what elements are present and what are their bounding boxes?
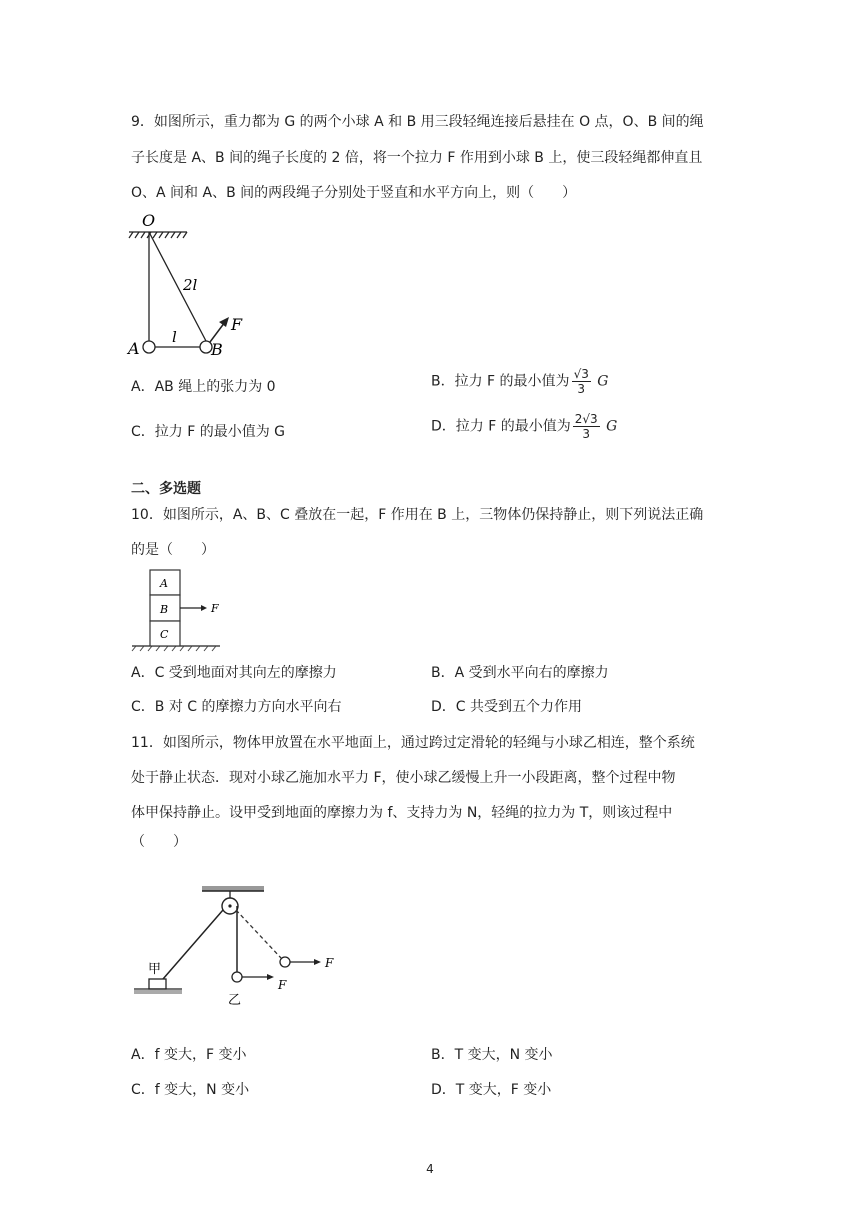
ball-yi-moved bbox=[280, 957, 290, 967]
ball-yi bbox=[232, 972, 242, 982]
q9-figure bbox=[125, 208, 265, 360]
force-f-arrow bbox=[210, 322, 225, 342]
q9-option-d-g: G bbox=[606, 418, 618, 435]
ball-a bbox=[143, 341, 155, 353]
ground-hatch bbox=[134, 990, 182, 994]
force-f-arrowhead-1 bbox=[267, 974, 274, 980]
q11-line-1: 11．如图所示，物体甲放置在水平地面上，通过跨过定滑轮的轻绳与小球乙相连，整个系统 bbox=[131, 735, 695, 751]
q9-option-b-text: B．拉力 F 的最小值为 bbox=[431, 373, 570, 390]
q11-option-b[interactable]: B．T 变大，N 变小 bbox=[431, 1047, 553, 1063]
q11-option-a[interactable]: A．f 变大，F 变小 bbox=[131, 1047, 247, 1063]
label-f: F bbox=[211, 602, 219, 615]
q10-line-1: 10．如图所示，A、B、C 叠放在一起，F 作用在 B 上，三物体仍保持静止，则下列说法正确 bbox=[131, 507, 704, 523]
q9-line-1: 9．如图所示，重力都为 G 的两个小球 A 和 B 用三段轻绳连接后悬挂在 O 点，O、B 间的绳 bbox=[131, 114, 704, 130]
q11-line-4: （ ） bbox=[131, 834, 187, 850]
q9-option-b[interactable] bbox=[431, 367, 608, 396]
q9-line-2: 子长度是 A、B 间的绳子长度的 2 倍，将一个拉力 F 作用到小球 B 上，使三段轻绳都伸直且 bbox=[131, 150, 703, 166]
label-f-1: F bbox=[278, 978, 287, 992]
section-heading-multiple-choice: 二、多选题 bbox=[131, 481, 201, 497]
label-b: B bbox=[211, 340, 223, 359]
q11-option-c[interactable]: C．f 变大，N 变小 bbox=[131, 1082, 250, 1098]
label-block-a: A bbox=[160, 577, 168, 590]
label-a: A bbox=[128, 339, 140, 358]
fraction-2sqrt3-over-3: $\frac{2√3}{3}$ bbox=[574, 412, 598, 441]
q9-option-c[interactable]: C．拉力 F 的最小值为 G bbox=[131, 424, 286, 440]
q10-line-2: 的是（ ） bbox=[131, 542, 215, 558]
ground-hatching bbox=[132, 646, 216, 651]
q10-option-d[interactable]: D．C 共受到五个力作用 bbox=[431, 699, 583, 715]
label-block-c: C bbox=[160, 628, 169, 641]
label-jia: 甲 bbox=[148, 962, 162, 977]
label-f: F bbox=[231, 315, 243, 334]
q10-option-b[interactable]: B．A 受到水平向右的摩擦力 bbox=[431, 665, 609, 681]
q11-option-d[interactable]: D．T 变大，F 变小 bbox=[431, 1082, 552, 1098]
q10-option-c[interactable]: C．B 对 C 的摩擦力方向水平向右 bbox=[131, 699, 342, 715]
label-block-b: B bbox=[160, 603, 169, 616]
q9-option-d[interactable] bbox=[431, 412, 617, 441]
q9-option-d-text: D．拉力 F 的最小值为 bbox=[431, 418, 571, 435]
pulley-axle bbox=[228, 904, 231, 907]
label-2l: 2l bbox=[183, 276, 198, 294]
q11-line-3: 体甲保持静止。设甲受到地面的摩擦力为 f、支持力为 N，轻绳的拉力为 T，则该过程中 bbox=[131, 805, 673, 821]
ceiling bbox=[129, 232, 187, 238]
label-l: l bbox=[172, 328, 177, 346]
q11-figure bbox=[130, 880, 350, 1016]
page-number: 4 bbox=[426, 1162, 434, 1176]
q9-option-a[interactable]: A．AB 绳上的张力为 0 bbox=[131, 379, 276, 395]
block-jia bbox=[149, 979, 166, 989]
q9-line-3: O、A 间和 A、B 间的两段绳子分别处于竖直和水平方向上，则（ ） bbox=[131, 185, 577, 201]
label-o: O bbox=[142, 211, 156, 230]
rope-dashed bbox=[236, 910, 281, 958]
label-f-2: F bbox=[325, 956, 334, 970]
q9-option-b-g: G bbox=[597, 373, 609, 390]
ceiling-hatch bbox=[202, 886, 264, 891]
rope-to-jia bbox=[163, 910, 223, 979]
rope-ob bbox=[149, 232, 206, 341]
q11-line-2: 处于静止状态．现对小球乙施加水平力 F，使小球乙缓慢上升一小段距离，整个过程中物 bbox=[131, 770, 676, 786]
label-yi: 乙 bbox=[228, 993, 242, 1008]
force-f-arrowhead bbox=[201, 605, 207, 611]
q10-figure bbox=[128, 566, 228, 652]
fraction-sqrt3-over-3: $\frac{√3}{3}$ bbox=[573, 367, 589, 396]
force-f-arrowhead-2 bbox=[314, 959, 321, 965]
q10-option-a[interactable]: A．C 受到地面对其向左的摩擦力 bbox=[131, 665, 337, 681]
force-f-arrowhead bbox=[219, 317, 229, 327]
